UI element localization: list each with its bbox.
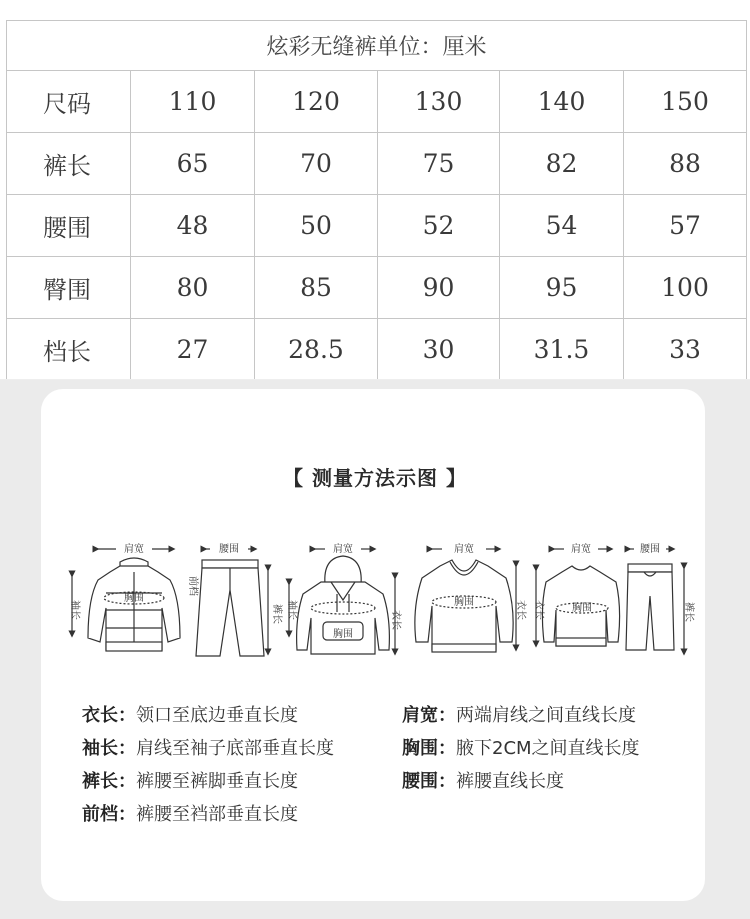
hoodie-icon <box>283 538 403 663</box>
row-label: 臀围 <box>7 257 131 319</box>
table-row <box>7 133 747 195</box>
table-cell: 52 <box>378 195 500 257</box>
table-row <box>7 319 747 381</box>
front-rise-label: 前档 <box>187 576 198 596</box>
table-cell: 90 <box>378 257 500 319</box>
chest-label: 胸围 <box>124 593 144 604</box>
definition-item <box>402 767 564 793</box>
table-row <box>7 195 747 257</box>
puffer-jacket-icon <box>58 538 188 663</box>
definition-item <box>402 734 640 760</box>
size-cell: 110 <box>131 71 255 133</box>
table-cell: 31.5 <box>500 319 624 381</box>
sleeve-label: 袖长 <box>286 600 297 620</box>
definition-term: 腰围 <box>402 771 438 792</box>
waist-label: 腰围 <box>219 544 239 555</box>
definition-desc: 裤腰至裤脚垂直长度 <box>136 771 298 792</box>
shoulder-label: 肩宽 <box>571 544 591 555</box>
size-cell: 140 <box>500 71 624 133</box>
definition-sep: ： <box>118 804 136 825</box>
definition-term: 胸围 <box>402 738 438 759</box>
table-cell: 75 <box>378 133 500 195</box>
shoulder-label: 肩宽 <box>454 544 474 555</box>
definition-desc: 领口至底边垂直长度 <box>136 705 298 726</box>
size-table-section <box>0 0 750 380</box>
size-cell: 130 <box>378 71 500 133</box>
chest-label: 胸围 <box>454 597 474 608</box>
row-label: 腰围 <box>7 195 131 257</box>
size-table <box>6 20 747 381</box>
definition-desc: 裤腰至裆部垂直长度 <box>136 804 298 825</box>
table-title-row <box>7 21 747 71</box>
table-cell: 27 <box>131 319 255 381</box>
garment-length-label: 衣长 <box>390 610 401 630</box>
definition-desc: 腋下2CM之间直线长度 <box>456 738 640 759</box>
definition-sep: ： <box>118 705 136 726</box>
definition-term: 前档 <box>82 804 118 825</box>
table-cell: 54 <box>500 195 624 257</box>
table-row <box>7 257 747 319</box>
row-label: 档长 <box>7 319 131 381</box>
size-cell: 120 <box>255 71 378 133</box>
sweatsuit-icon <box>526 538 696 663</box>
chest-label: 胸围 <box>333 629 353 640</box>
table-cell: 88 <box>624 133 747 195</box>
guide-title: 【 测量方法示图 】 <box>283 466 467 490</box>
garment-length-label: 衣长 <box>515 600 526 620</box>
sleeve-label: 袖长 <box>69 600 80 620</box>
definition-item <box>82 767 298 793</box>
definition-desc: 裤腰直线长度 <box>456 771 564 792</box>
table-cell: 28.5 <box>255 319 378 381</box>
definition-term: 肩宽 <box>402 705 438 726</box>
definition-desc: 两端肩线之间直线长度 <box>456 705 636 726</box>
table-cell: 80 <box>131 257 255 319</box>
definition-sep: ： <box>438 738 456 759</box>
table-cell: 95 <box>500 257 624 319</box>
sizes-label: 尺码 <box>7 71 131 133</box>
chest-label: 胸围 <box>572 603 592 614</box>
shoulder-label: 肩宽 <box>333 544 353 555</box>
definition-term: 衣长 <box>82 705 118 726</box>
definition-item <box>82 734 334 760</box>
definition-sep: ： <box>438 771 456 792</box>
definition-item <box>82 800 298 826</box>
definition-sep: ： <box>438 705 456 726</box>
row-label: 裤长 <box>7 133 131 195</box>
definition-term: 袖长 <box>82 738 118 759</box>
table-header-row <box>7 71 747 133</box>
table-cell: 33 <box>624 319 747 381</box>
garment-length-label: 衣长 <box>533 600 544 620</box>
table-title: 炫彩无缝裤单位：厘米 <box>7 21 747 71</box>
size-cell: 150 <box>624 71 747 133</box>
table-cell: 85 <box>255 257 378 319</box>
definition-sep: ： <box>118 738 136 759</box>
table-cell: 100 <box>624 257 747 319</box>
table-cell: 82 <box>500 133 624 195</box>
shoulder-label: 肩宽 <box>124 544 144 555</box>
table-cell: 65 <box>131 133 255 195</box>
table-cell: 50 <box>255 195 378 257</box>
definition-term: 裤长 <box>82 771 118 792</box>
definition-desc: 肩线至袖子底部垂直长度 <box>136 738 334 759</box>
table-cell: 70 <box>255 133 378 195</box>
sweater-icon <box>402 538 527 663</box>
definition-item <box>82 701 298 727</box>
pants-icon <box>180 538 280 663</box>
pants-length-label: 裤长 <box>271 604 282 624</box>
waist-label: 腰围 <box>640 544 660 555</box>
table-cell: 30 <box>378 319 500 381</box>
definition-sep: ： <box>118 771 136 792</box>
definition-item <box>402 701 636 727</box>
pants-length-label: 裤长 <box>683 602 694 622</box>
table-cell: 48 <box>131 195 255 257</box>
table-cell: 57 <box>624 195 747 257</box>
